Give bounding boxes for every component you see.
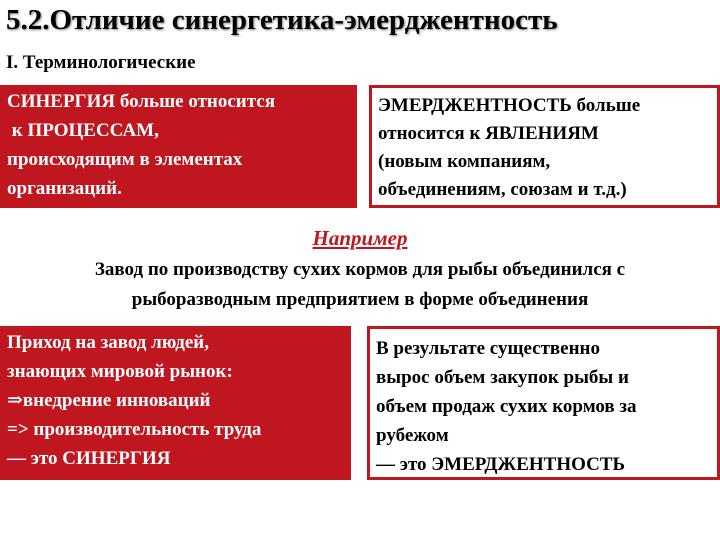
synergy-definition-line: СИНЕРГИЯ больше относится [7,91,276,112]
emergence-example-line: объем продаж сухих кормов за [376,396,637,417]
synergy-example-line: знающих мировой рынок: [7,361,233,382]
emergence-example-line: вырос объем закупок рыбы и [376,367,629,388]
slide-subtitle: I. Терминологические [6,52,196,73]
synergy-example-line: ⇒внедрение инноваций [7,390,211,411]
synergy-definition-line: происходящим в элементах [7,149,243,170]
synergy-example-line: Приход на завод людей, [7,332,209,353]
emergence-definition-line: объединениям, союзам и т.д.) [378,179,627,200]
emergence-definition-line: (новым компаниям, [378,151,551,172]
example-text [0,255,720,315]
slide-title: 5.2.Отличие синергетика-эмерджентность [6,4,558,36]
synergy-example-line: — это СИНЕРГИЯ [7,448,171,469]
synergy-definition-box [0,85,357,208]
emergence-example-line: — это ЭМЕРДЖЕНТНОСТЬ [376,454,626,475]
synergy-definition-line: к ПРОЦЕССАМ, [7,120,159,141]
emergence-example-line: рубежом [376,425,449,446]
synergy-example-box [0,326,351,480]
example-line: Завод по производству сухих кормов для рыбы объединился с [94,259,626,280]
emergence-definition-line: относится к ЯВЛЕНИЯМ [378,123,599,144]
emergence-example-line: В результате существенно [376,338,601,359]
emergence-definition-box [369,85,720,208]
synergy-definition-line: организаций. [7,178,122,199]
synergy-example-line: => производительность труда [7,419,262,440]
example-heading: Например [312,226,408,250]
example-line: рыборазводным предприятием в форме объединения [131,289,589,310]
emergence-definition-line: ЭМЕРДЖЕНТНОСТЬ больше [378,95,641,116]
emergence-example-box [367,326,720,480]
